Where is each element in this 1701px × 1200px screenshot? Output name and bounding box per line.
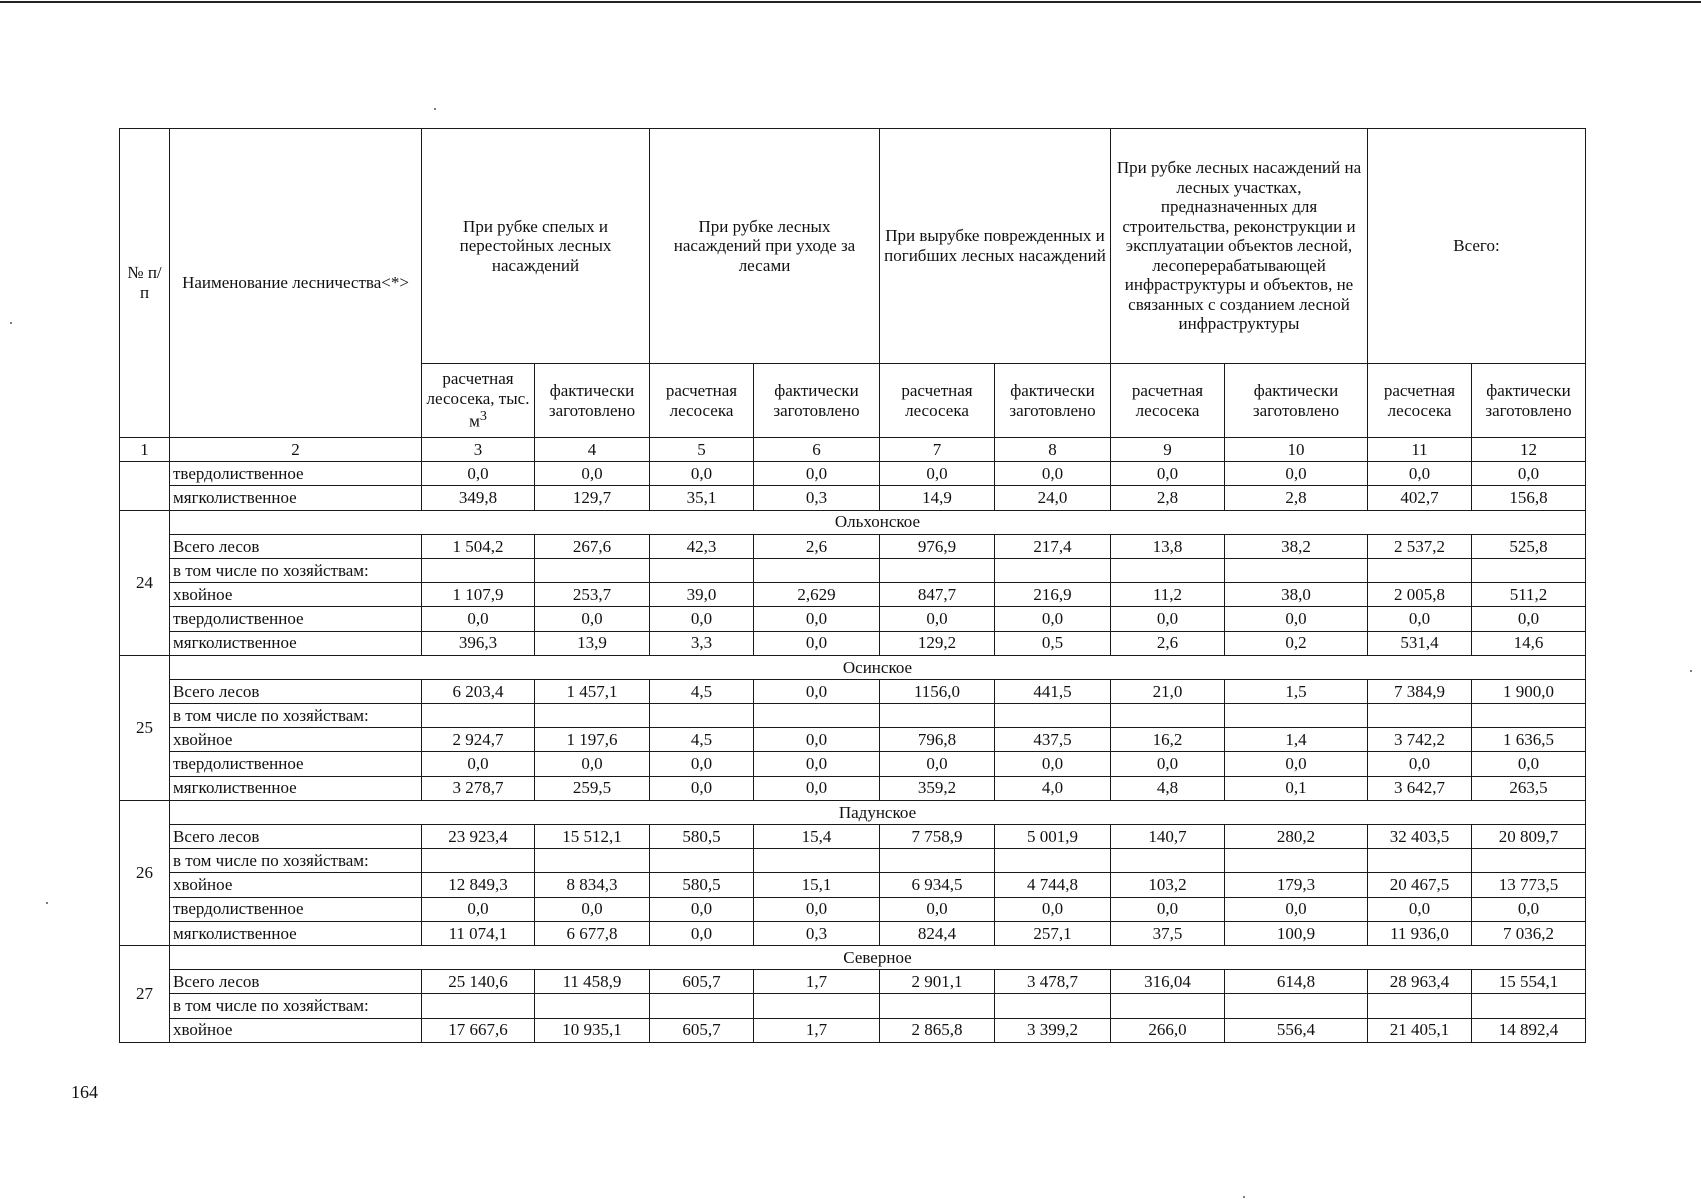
value-cell: 21,0 bbox=[1111, 679, 1225, 703]
forestry-name: Осинское bbox=[170, 655, 1586, 679]
value-cell: 0,1 bbox=[1225, 776, 1368, 800]
value-cell: 1,7 bbox=[754, 970, 880, 994]
forestry-name: Ольхонское bbox=[170, 510, 1586, 534]
value-cell: 0,0 bbox=[995, 607, 1111, 631]
value-cell: 0,0 bbox=[1368, 607, 1472, 631]
table-row bbox=[120, 825, 1586, 849]
column-number: 2 bbox=[170, 438, 422, 462]
row-label: мягколиственное bbox=[170, 776, 422, 800]
row-label: Всего лесов bbox=[170, 825, 422, 849]
value-cell bbox=[1472, 994, 1586, 1018]
value-cell: 511,2 bbox=[1472, 583, 1586, 607]
column-number: 8 bbox=[995, 438, 1111, 462]
header-sub-calc-volume bbox=[422, 364, 535, 438]
value-cell: 5 001,9 bbox=[995, 825, 1111, 849]
header-sub-calc: расчетная лесосека bbox=[1111, 364, 1225, 438]
value-cell: 0,0 bbox=[754, 462, 880, 486]
value-cell: 32 403,5 bbox=[1368, 825, 1472, 849]
value-cell: 1 107,9 bbox=[422, 583, 535, 607]
forestry-name: Падунское bbox=[170, 800, 1586, 824]
header-sub-unit-sup: 3 bbox=[479, 408, 487, 425]
value-cell bbox=[1368, 994, 1472, 1018]
header-sub-calc-volume-text: расчетная лесосека, тыс. м bbox=[426, 369, 530, 432]
value-cell: 129,2 bbox=[880, 631, 995, 655]
value-cell bbox=[880, 704, 995, 728]
value-cell: 0,0 bbox=[1225, 607, 1368, 631]
row-label: Всего лесов bbox=[170, 679, 422, 703]
value-cell: 20 809,7 bbox=[1472, 825, 1586, 849]
value-cell: 580,5 bbox=[650, 825, 754, 849]
column-number: 11 bbox=[1368, 438, 1472, 462]
value-cell: 0,0 bbox=[422, 607, 535, 631]
header-sub-fact: фактически заготовлено bbox=[535, 364, 650, 438]
value-cell: 0,0 bbox=[650, 776, 754, 800]
value-cell: 556,4 bbox=[1225, 1018, 1368, 1042]
forestry-group-row bbox=[120, 945, 1586, 969]
value-cell: 1156,0 bbox=[880, 679, 995, 703]
forestry-number: 27 bbox=[120, 945, 170, 1042]
value-cell: 3,3 bbox=[650, 631, 754, 655]
value-cell bbox=[1472, 849, 1586, 873]
value-cell: 0,0 bbox=[754, 897, 880, 921]
value-cell bbox=[422, 849, 535, 873]
table-row bbox=[120, 704, 1586, 728]
header-sub-fact: фактически заготовлено bbox=[1225, 364, 1368, 438]
value-cell: 35,1 bbox=[650, 486, 754, 510]
value-cell bbox=[1225, 994, 1368, 1018]
row-label: твердолиственное bbox=[170, 462, 422, 486]
value-cell: 796,8 bbox=[880, 728, 995, 752]
value-cell: 38,0 bbox=[1225, 583, 1368, 607]
value-cell bbox=[535, 704, 650, 728]
value-cell: 140,7 bbox=[1111, 825, 1225, 849]
value-cell: 37,5 bbox=[1111, 921, 1225, 945]
header-sub-fact: фактически заготовлено bbox=[1472, 364, 1586, 438]
value-cell: 1 900,0 bbox=[1472, 679, 1586, 703]
value-cell: 0,0 bbox=[1368, 897, 1472, 921]
value-cell: 6 677,8 bbox=[535, 921, 650, 945]
row-label: Всего лесов bbox=[170, 970, 422, 994]
value-cell: 6 934,5 bbox=[880, 873, 995, 897]
scan-speck bbox=[1690, 670, 1692, 672]
value-cell: 25 140,6 bbox=[422, 970, 535, 994]
value-cell: 0,0 bbox=[995, 752, 1111, 776]
value-cell: 437,5 bbox=[995, 728, 1111, 752]
value-cell: 2,8 bbox=[1111, 486, 1225, 510]
value-cell: 0,0 bbox=[1368, 462, 1472, 486]
value-cell: 0,0 bbox=[880, 607, 995, 631]
value-cell: 13 773,5 bbox=[1472, 873, 1586, 897]
value-cell: 3 742,2 bbox=[1368, 728, 1472, 752]
value-cell: 257,1 bbox=[995, 921, 1111, 945]
table-row bbox=[120, 462, 1586, 486]
value-cell: 4,5 bbox=[650, 728, 754, 752]
value-cell: 0,0 bbox=[754, 728, 880, 752]
table-row bbox=[120, 897, 1586, 921]
value-cell: 28 963,4 bbox=[1368, 970, 1472, 994]
value-cell bbox=[754, 994, 880, 1018]
header-sub-calc: расчетная лесосека bbox=[880, 364, 995, 438]
value-cell: 0,0 bbox=[1225, 752, 1368, 776]
value-cell bbox=[1111, 558, 1225, 582]
table-row bbox=[120, 679, 1586, 703]
table-row bbox=[120, 558, 1586, 582]
value-cell: 1 457,1 bbox=[535, 679, 650, 703]
row-label: твердолиственное bbox=[170, 752, 422, 776]
header-group-care: При рубке лесных насаждений при уходе за лесами bbox=[650, 129, 880, 364]
value-cell: 42,3 bbox=[650, 534, 754, 558]
value-cell: 156,8 bbox=[1472, 486, 1586, 510]
value-cell: 267,6 bbox=[535, 534, 650, 558]
value-cell: 0,0 bbox=[995, 897, 1111, 921]
value-cell: 23 923,4 bbox=[422, 825, 535, 849]
value-cell: 21 405,1 bbox=[1368, 1018, 1472, 1042]
value-cell bbox=[650, 704, 754, 728]
value-cell: 259,5 bbox=[535, 776, 650, 800]
value-cell bbox=[422, 994, 535, 1018]
value-cell: 38,2 bbox=[1225, 534, 1368, 558]
row-label: в том числе по хозяйствам: bbox=[170, 994, 422, 1018]
header-forestry-name: Наименование лесничества<*> bbox=[170, 129, 422, 438]
value-cell: 0,0 bbox=[535, 462, 650, 486]
value-cell: 3 642,7 bbox=[1368, 776, 1472, 800]
value-cell: 1 636,5 bbox=[1472, 728, 1586, 752]
value-cell: 4,5 bbox=[650, 679, 754, 703]
header-sub-calc: расчетная лесосека bbox=[650, 364, 754, 438]
value-cell: 2,629 bbox=[754, 583, 880, 607]
page-number: 164 bbox=[71, 1082, 98, 1102]
forestry-group-row bbox=[120, 510, 1586, 534]
value-cell bbox=[1225, 704, 1368, 728]
value-cell: 13,9 bbox=[535, 631, 650, 655]
column-number: 7 bbox=[880, 438, 995, 462]
value-cell: 0,0 bbox=[1111, 607, 1225, 631]
value-cell: 15,4 bbox=[754, 825, 880, 849]
value-cell: 2 537,2 bbox=[1368, 534, 1472, 558]
value-cell: 16,2 bbox=[1111, 728, 1225, 752]
value-cell: 4,8 bbox=[1111, 776, 1225, 800]
value-cell bbox=[535, 558, 650, 582]
value-cell: 39,0 bbox=[650, 583, 754, 607]
header-sub-fact: фактически заготовлено bbox=[995, 364, 1111, 438]
value-cell: 1 197,6 bbox=[535, 728, 650, 752]
value-cell: 0,0 bbox=[754, 752, 880, 776]
column-number: 12 bbox=[1472, 438, 1586, 462]
value-cell bbox=[1225, 558, 1368, 582]
value-cell: 12 849,3 bbox=[422, 873, 535, 897]
table-row bbox=[120, 849, 1586, 873]
column-number: 3 bbox=[422, 438, 535, 462]
forestry-number: 25 bbox=[120, 655, 170, 800]
value-cell: 0,0 bbox=[1472, 897, 1586, 921]
value-cell: 824,4 bbox=[880, 921, 995, 945]
value-cell: 0,0 bbox=[880, 752, 995, 776]
value-cell bbox=[650, 558, 754, 582]
forestry-number: 26 bbox=[120, 800, 170, 945]
value-cell: 0,0 bbox=[1111, 462, 1225, 486]
value-cell: 605,7 bbox=[650, 970, 754, 994]
value-cell: 14 892,4 bbox=[1472, 1018, 1586, 1042]
column-number: 6 bbox=[754, 438, 880, 462]
value-cell: 2 005,8 bbox=[1368, 583, 1472, 607]
value-cell: 14,6 bbox=[1472, 631, 1586, 655]
header-row-groups bbox=[120, 129, 1586, 364]
value-cell bbox=[1472, 704, 1586, 728]
value-cell bbox=[422, 704, 535, 728]
table-row bbox=[120, 752, 1586, 776]
value-cell: 7 036,2 bbox=[1472, 921, 1586, 945]
value-cell: 0,0 bbox=[754, 679, 880, 703]
header-group-mature: При рубке спелых и перестойных лесных насаждений bbox=[422, 129, 650, 364]
value-cell bbox=[650, 849, 754, 873]
column-number: 4 bbox=[535, 438, 650, 462]
table-row bbox=[120, 534, 1586, 558]
value-cell: 10 935,1 bbox=[535, 1018, 650, 1042]
forestry-name: Северное bbox=[170, 945, 1586, 969]
value-cell: 0,0 bbox=[754, 631, 880, 655]
value-cell: 1,5 bbox=[1225, 679, 1368, 703]
value-cell bbox=[880, 994, 995, 1018]
value-cell: 0,0 bbox=[650, 462, 754, 486]
value-cell: 0,0 bbox=[1225, 897, 1368, 921]
value-cell: 100,9 bbox=[1225, 921, 1368, 945]
value-cell: 263,5 bbox=[1472, 776, 1586, 800]
value-cell: 2 924,7 bbox=[422, 728, 535, 752]
value-cell: 0,0 bbox=[650, 897, 754, 921]
column-number: 10 bbox=[1225, 438, 1368, 462]
value-cell bbox=[995, 849, 1111, 873]
value-cell: 580,5 bbox=[650, 873, 754, 897]
value-cell bbox=[880, 558, 995, 582]
value-cell: 24,0 bbox=[995, 486, 1111, 510]
value-cell: 11 074,1 bbox=[422, 921, 535, 945]
value-cell: 0,0 bbox=[880, 897, 995, 921]
header-group-infrastructure: При рубке лесных насаждений на лесных участках, предназначенных для строительства, реконструкции и эксплуатации объектов лесной, лесоперерабатывающей инфраструктуры и объектов, не связанных с созданием лесной инфраструктуры bbox=[1111, 129, 1368, 364]
row-label: мягколиственное bbox=[170, 631, 422, 655]
value-cell: 614,8 bbox=[1225, 970, 1368, 994]
value-cell: 2,6 bbox=[754, 534, 880, 558]
value-cell: 0,0 bbox=[1368, 752, 1472, 776]
value-cell bbox=[422, 558, 535, 582]
value-cell: 847,7 bbox=[880, 583, 995, 607]
forestry-number-empty bbox=[120, 462, 170, 510]
value-cell bbox=[535, 849, 650, 873]
value-cell: 359,2 bbox=[880, 776, 995, 800]
value-cell: 0,0 bbox=[650, 921, 754, 945]
value-cell: 531,4 bbox=[1368, 631, 1472, 655]
value-cell: 0,0 bbox=[535, 752, 650, 776]
value-cell bbox=[535, 994, 650, 1018]
value-cell: 17 667,6 bbox=[422, 1018, 535, 1042]
row-label: хвойное bbox=[170, 873, 422, 897]
value-cell: 0,0 bbox=[1472, 752, 1586, 776]
value-cell: 0,2 bbox=[1225, 631, 1368, 655]
value-cell bbox=[754, 558, 880, 582]
value-cell bbox=[1111, 849, 1225, 873]
row-label: Всего лесов bbox=[170, 534, 422, 558]
value-cell bbox=[995, 704, 1111, 728]
value-cell: 20 467,5 bbox=[1368, 873, 1472, 897]
value-cell bbox=[1111, 994, 1225, 1018]
table-row bbox=[120, 631, 1586, 655]
value-cell: 0,0 bbox=[535, 607, 650, 631]
value-cell: 4,0 bbox=[995, 776, 1111, 800]
forestry-group-row bbox=[120, 655, 1586, 679]
header-sub-calc: расчетная лесосека bbox=[1368, 364, 1472, 438]
value-cell: 15 512,1 bbox=[535, 825, 650, 849]
table-row bbox=[120, 921, 1586, 945]
table-row bbox=[120, 607, 1586, 631]
value-cell: 7 758,9 bbox=[880, 825, 995, 849]
forestry-group-row bbox=[120, 800, 1586, 824]
header-sub-fact: фактически заготовлено bbox=[754, 364, 880, 438]
value-cell: 0,0 bbox=[1111, 897, 1225, 921]
value-cell: 1,4 bbox=[1225, 728, 1368, 752]
value-cell bbox=[880, 849, 995, 873]
value-cell: 2,6 bbox=[1111, 631, 1225, 655]
value-cell: 0,0 bbox=[535, 897, 650, 921]
value-cell: 280,2 bbox=[1225, 825, 1368, 849]
value-cell bbox=[1368, 849, 1472, 873]
value-cell: 179,3 bbox=[1225, 873, 1368, 897]
value-cell: 15,1 bbox=[754, 873, 880, 897]
column-number: 9 bbox=[1111, 438, 1225, 462]
value-cell: 217,4 bbox=[995, 534, 1111, 558]
value-cell: 441,5 bbox=[995, 679, 1111, 703]
header-group-damaged: При вырубке поврежденных и погибших лесных насаждений bbox=[880, 129, 1111, 364]
value-cell: 129,7 bbox=[535, 486, 650, 510]
table-row bbox=[120, 873, 1586, 897]
table-row bbox=[120, 583, 1586, 607]
value-cell: 266,0 bbox=[1111, 1018, 1225, 1042]
value-cell: 0,3 bbox=[754, 486, 880, 510]
value-cell: 0,0 bbox=[1472, 462, 1586, 486]
value-cell: 11 458,9 bbox=[535, 970, 650, 994]
scan-speck bbox=[434, 108, 436, 110]
value-cell: 6 203,4 bbox=[422, 679, 535, 703]
row-label: мягколиственное bbox=[170, 486, 422, 510]
value-cell: 7 384,9 bbox=[1368, 679, 1472, 703]
row-label: хвойное bbox=[170, 583, 422, 607]
row-label: твердолиственное bbox=[170, 607, 422, 631]
value-cell: 3 278,7 bbox=[422, 776, 535, 800]
forest-harvest-table bbox=[119, 128, 1586, 1043]
value-cell: 11 936,0 bbox=[1368, 921, 1472, 945]
value-cell: 976,9 bbox=[880, 534, 995, 558]
value-cell: 0,0 bbox=[995, 462, 1111, 486]
value-cell bbox=[1472, 558, 1586, 582]
value-cell bbox=[995, 994, 1111, 1018]
table-row bbox=[120, 776, 1586, 800]
value-cell bbox=[995, 558, 1111, 582]
value-cell: 0,0 bbox=[1111, 752, 1225, 776]
value-cell: 0,0 bbox=[650, 752, 754, 776]
row-label: мягколиственное bbox=[170, 921, 422, 945]
row-label: в том числе по хозяйствам: bbox=[170, 849, 422, 873]
value-cell: 316,04 bbox=[1111, 970, 1225, 994]
value-cell: 0,0 bbox=[1225, 462, 1368, 486]
header-num: № п/п bbox=[120, 129, 170, 438]
table-row bbox=[120, 970, 1586, 994]
value-cell: 3 478,7 bbox=[995, 970, 1111, 994]
value-cell: 2,8 bbox=[1225, 486, 1368, 510]
scan-speck bbox=[1243, 1196, 1245, 1198]
value-cell bbox=[1368, 558, 1472, 582]
value-cell: 349,8 bbox=[422, 486, 535, 510]
header-group-total: Всего: bbox=[1368, 129, 1586, 364]
value-cell: 605,7 bbox=[650, 1018, 754, 1042]
value-cell: 1,7 bbox=[754, 1018, 880, 1042]
value-cell: 13,8 bbox=[1111, 534, 1225, 558]
value-cell bbox=[754, 704, 880, 728]
value-cell: 14,9 bbox=[880, 486, 995, 510]
scan-top-border bbox=[0, 1, 1701, 3]
column-number: 1 bbox=[120, 438, 170, 462]
column-number-row bbox=[120, 438, 1586, 462]
value-cell bbox=[754, 849, 880, 873]
value-cell: 103,2 bbox=[1111, 873, 1225, 897]
row-label: твердолиственное bbox=[170, 897, 422, 921]
value-cell: 1 504,2 bbox=[422, 534, 535, 558]
value-cell: 0,0 bbox=[1472, 607, 1586, 631]
value-cell: 3 399,2 bbox=[995, 1018, 1111, 1042]
value-cell: 11,2 bbox=[1111, 583, 1225, 607]
value-cell bbox=[1111, 704, 1225, 728]
value-cell: 0,0 bbox=[754, 607, 880, 631]
row-label: в том числе по хозяйствам: bbox=[170, 558, 422, 582]
value-cell: 0,5 bbox=[995, 631, 1111, 655]
value-cell: 0,0 bbox=[422, 897, 535, 921]
column-number: 5 bbox=[650, 438, 754, 462]
value-cell: 396,3 bbox=[422, 631, 535, 655]
table-row bbox=[120, 1018, 1586, 1042]
value-cell: 2 901,1 bbox=[880, 970, 995, 994]
row-label: хвойное bbox=[170, 1018, 422, 1042]
value-cell: 525,8 bbox=[1472, 534, 1586, 558]
value-cell: 0,0 bbox=[754, 776, 880, 800]
scan-speck bbox=[46, 902, 48, 904]
value-cell: 0,0 bbox=[422, 752, 535, 776]
value-cell: 15 554,1 bbox=[1472, 970, 1586, 994]
value-cell: 216,9 bbox=[995, 583, 1111, 607]
row-label: хвойное bbox=[170, 728, 422, 752]
value-cell bbox=[1225, 849, 1368, 873]
forestry-number: 24 bbox=[120, 510, 170, 655]
value-cell: 0,0 bbox=[422, 462, 535, 486]
table-row bbox=[120, 728, 1586, 752]
value-cell: 0,0 bbox=[880, 462, 995, 486]
value-cell: 4 744,8 bbox=[995, 873, 1111, 897]
value-cell: 0,3 bbox=[754, 921, 880, 945]
table-row bbox=[120, 486, 1586, 510]
value-cell: 2 865,8 bbox=[880, 1018, 995, 1042]
value-cell: 253,7 bbox=[535, 583, 650, 607]
value-cell: 0,0 bbox=[650, 607, 754, 631]
row-label: в том числе по хозяйствам: bbox=[170, 704, 422, 728]
value-cell: 402,7 bbox=[1368, 486, 1472, 510]
value-cell bbox=[1368, 704, 1472, 728]
value-cell bbox=[650, 994, 754, 1018]
scan-speck bbox=[10, 322, 12, 324]
table-row bbox=[120, 994, 1586, 1018]
value-cell: 8 834,3 bbox=[535, 873, 650, 897]
